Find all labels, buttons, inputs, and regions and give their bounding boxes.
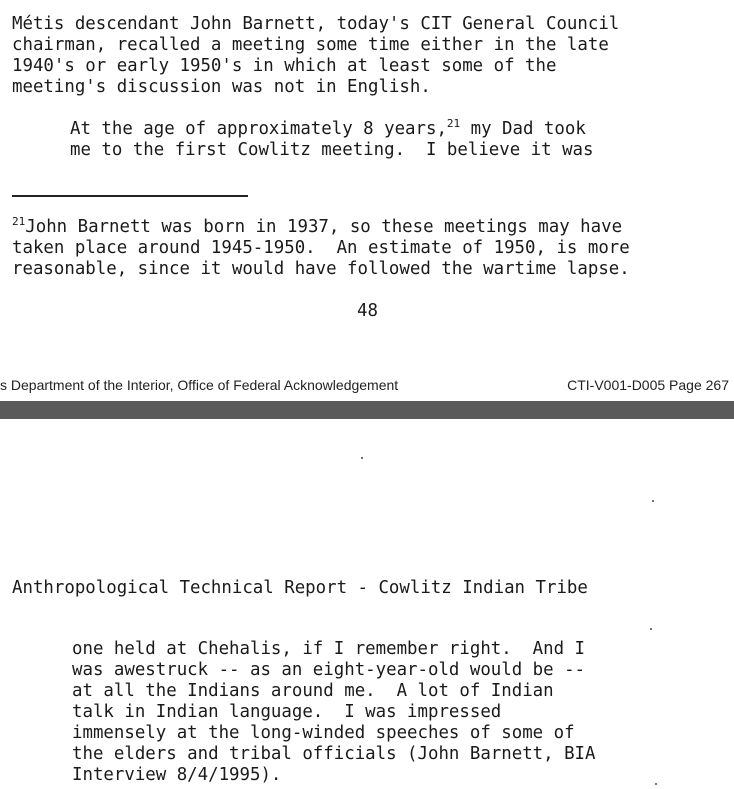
block-quote-line: was awestruck -- as an eight-year-old would be -- <box>72 660 586 680</box>
page-number: 48 <box>357 301 378 321</box>
block-quote-line <box>70 119 586 140</box>
block-quote-line: the elders and tribal officials (John Barnett, BIA <box>72 744 596 764</box>
quote-text: my Dad took <box>460 119 586 139</box>
paragraph-line: chairman, recalled a meeting some time either in the late <box>12 35 609 55</box>
paragraph-line: 1940's or early 1950's in which at least some of the <box>12 56 557 76</box>
paragraph-line: Métis descendant John Barnett, today's CIT General Council <box>12 14 620 34</box>
scan-speck <box>652 500 654 502</box>
footnote-line: taken place around 1945-1950. An estimate of 1950, is more <box>12 238 630 258</box>
footnote-separator <box>12 195 248 197</box>
page-separator <box>0 401 734 419</box>
block-quote-line: at all the Indians around me. A lot of Indian <box>72 681 554 701</box>
quote-text: At the age of approximately 8 years, <box>70 119 447 139</box>
block-quote-line: one held at Chehalis, if I remember right. And I <box>72 639 586 659</box>
block-quote-line: me to the first Cowlitz meeting. I believe it was <box>70 140 594 160</box>
footnote-marker: 21 <box>12 215 26 229</box>
footnote-line: reasonable, since it would have followed the wartime lapse. <box>12 259 630 279</box>
scan-speck <box>650 628 652 630</box>
block-quote-line: Interview 8/4/1995). <box>72 765 282 785</box>
footer-page-id: CTI-V001-D005 Page 267 <box>567 377 729 393</box>
footnote-reference: 21 <box>446 117 461 131</box>
footnote-text: John Barnett was born in 1937, so these meetings may have <box>25 217 623 237</box>
scan-speck <box>361 457 363 459</box>
paragraph-line: meeting's discussion was not in English. <box>12 77 431 97</box>
document-footer <box>0 377 734 397</box>
running-header: Anthropological Technical Report - Cowlitz Indian Tribe <box>12 578 588 598</box>
footnote-line <box>12 217 622 238</box>
block-quote-line: immensely at the long-winded speeches of some of <box>72 723 575 743</box>
footer-source: s Department of the Interior, Office of Federal Acknowledgement <box>0 377 399 393</box>
block-quote-line: talk in Indian language. I was impressed <box>72 702 502 722</box>
scan-speck <box>655 783 657 785</box>
